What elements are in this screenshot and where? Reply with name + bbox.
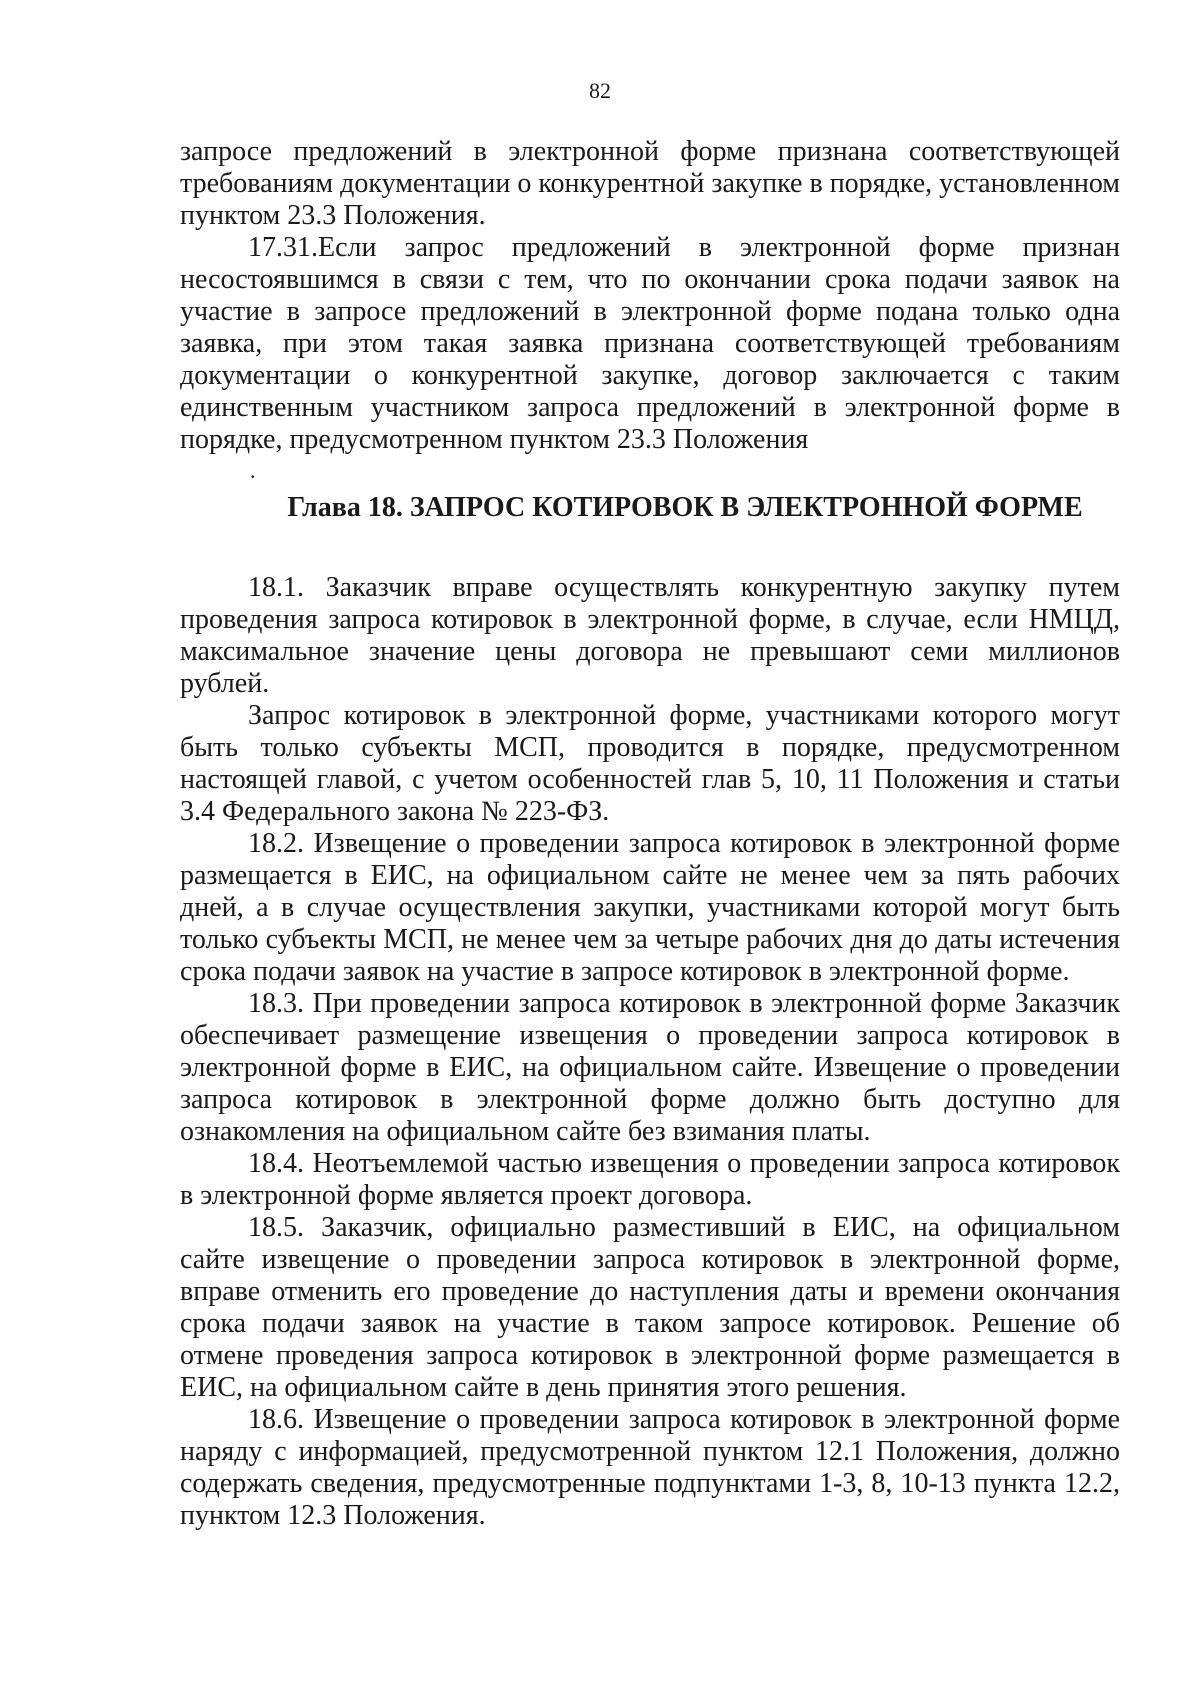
paragraph-18-1-msp: Запрос котировок в электронной форме, участниками которого могут быть только субъекты МСП, проводится в порядке, предусмотренном настоящей главой, с учетом особенностей глав 5, 10, 11 Положения и статьи 3.4 Федерального закона № 223-ФЗ.: [180, 700, 1120, 827]
paragraph-18-3: 18.3. При проведении запроса котировок в электронной форме Заказчик обеспечивает размещение извещения о проведении запроса котировок в электронной форме в ЕИС, на официальном сайте. Извещение о проведении запроса котировок в электронной форме должно быть доступно для ознакомления на официальном сайте без взимания платы.: [180, 988, 1120, 1147]
paragraph-18-2: 18.2. Извещение о проведении запроса котировок в электронной форме размещается в ЕИС, на официальном сайте не менее чем за пять рабочих дней, а в случае осуществления закупки, участниками которой могут быть только субъекты МСП, не менее чем за четыре рабочих дня до даты истечения срока подачи заявок на участие в запросе котировок в электронной форме.: [180, 828, 1120, 987]
page-number: 82: [589, 78, 611, 103]
paragraph-17-31: 17.31.Если запрос предложений в электронной форме признан несостоявшимся в связи с тем, что по окончании срока подачи заявок на участие в запросе предложений в электронной форме подана только одна заявка, при этом такая заявка признана соответствующей требованиям документации о конкурентной закупке, договор заключается с таким единственным участником запроса предложений в электронной форме в порядке, предусмотренном пунктом 23.3 Положения: [180, 232, 1120, 455]
paragraph-18-5: 18.5. Заказчик, официально разместивший в ЕИС, на официальном сайте извещение о проведении запроса котировок в электронной форме, вправе отменить его проведение до наступления даты и времени окончания срока подачи заявок на участие в таком запросе котировок. Решение об отмене проведения запроса котировок в электронной форме размещается в ЕИС, на официальном сайте в день принятия этого решения.: [180, 1212, 1120, 1403]
paragraph-continuation: запросе предложений в электронной форме признана соответствующей требованиям документации о конкурентной закупке в порядке, установленном пунктом 23.3 Положения.: [180, 136, 1120, 231]
paragraph-18-6: 18.6. Извещение о проведении запроса котировок в электронной форме наряду с информацией, предусмотренной пунктом 12.1 Положения, должно содержать сведения, предусмотренные подпунктами 1-3, 8, 10-13 пункта 12.2, пунктом 12.3 Положения.: [180, 1404, 1120, 1531]
chapter-title: Глава 18. ЗАПРОС КОТИРОВОК В ЭЛЕКТРОННОЙ ФОРМЕ: [287, 492, 1083, 523]
stray-mark: .: [250, 458, 256, 483]
paragraph-18-1: 18.1. Заказчик вправе осуществлять конкурентную закупку путем проведения запроса котировок в электронной форме, в случае, если НМЦД, максимальное значение цены договора не превышают семи миллионов рублей.: [180, 572, 1120, 699]
page-body: [180, 136, 1120, 1532]
paragraph-18-4: 18.4. Неотъемлемой частью извещения о проведении запроса котировок в электронной форме является проект договора.: [180, 1148, 1120, 1211]
